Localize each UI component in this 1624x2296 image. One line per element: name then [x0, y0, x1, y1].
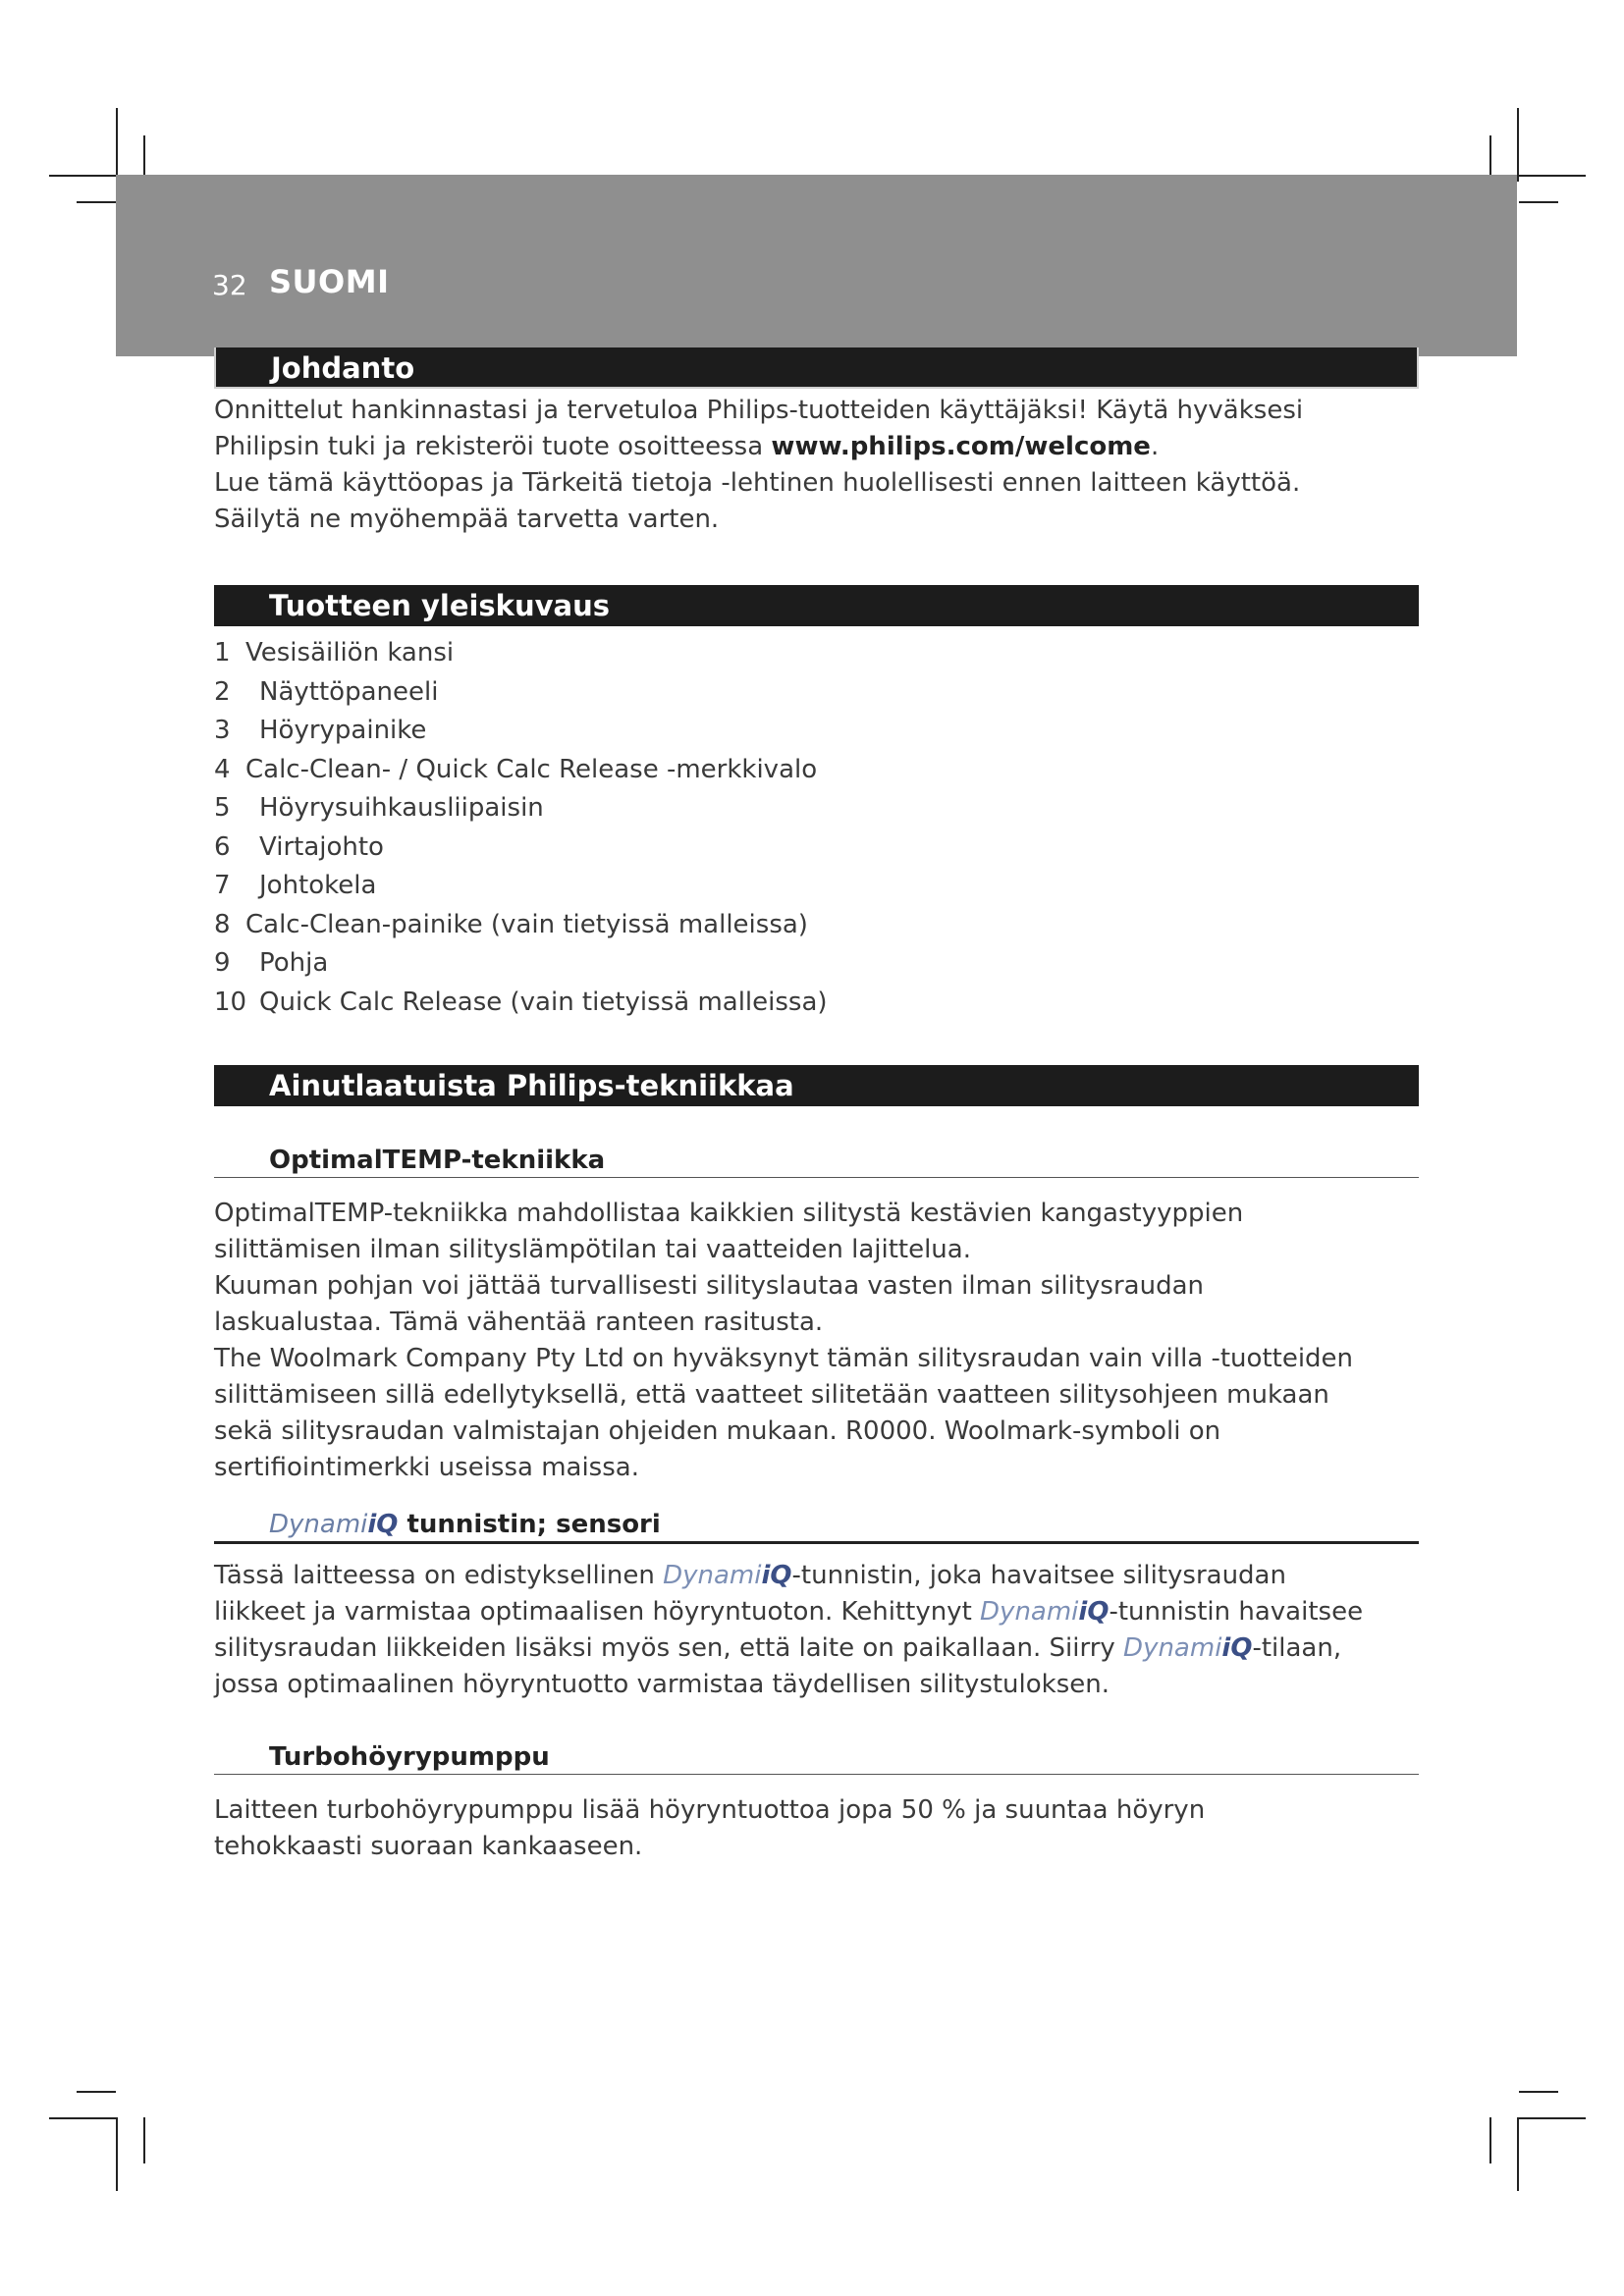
- text-line: [214, 1594, 1419, 1630]
- item-label: Näyttöpaneeli: [259, 676, 439, 707]
- list-item: [214, 751, 1419, 790]
- crop-mark: [1519, 2091, 1558, 2093]
- text-line: silittämiseen sillä edellytyksellä, että vaatteet silitetään vaatteen silitysohjeen mukaan: [214, 1380, 1329, 1410]
- item-label: Virtajohto: [259, 831, 384, 862]
- item-label: Höyrypainike: [259, 716, 427, 745]
- text-line: sekä silitysraudan valmistajan ohjeiden mukaan. R0000. Woolmark-symboli on: [214, 1416, 1221, 1446]
- intro-line: [214, 429, 1419, 465]
- list-item: [214, 712, 1419, 751]
- turbo-text: [214, 1792, 1419, 1865]
- subsection-title-turbo: Turbohöyrypumppu: [214, 1742, 1419, 1775]
- crop-mark: [143, 2117, 145, 2163]
- text-span: Tässä laitteessa on edistyksellinen: [214, 1561, 664, 1590]
- dynamiq-logo-text: Q: [1230, 1633, 1253, 1663]
- subsection-title-text: tunnistin; sensori: [398, 1510, 661, 1539]
- section-title-overview: Tuotteen yleiskuvaus: [214, 585, 1419, 626]
- dynamiq-logo-text: Dynami: [1123, 1633, 1222, 1663]
- optimaltemp-text: [214, 1196, 1419, 1486]
- intro-line-text: .: [1150, 432, 1160, 461]
- item-number: 2: [214, 676, 231, 707]
- text-line: OptimalTEMP-tekniikka mahdollistaa kaikkien silitystä kestävien kangastyyppien: [214, 1199, 1244, 1228]
- language-label: SUOMI: [269, 263, 390, 300]
- dynamiq-logo-text: i: [761, 1561, 771, 1590]
- item-label: Höyrysuihkausliipaisin: [259, 793, 544, 823]
- crop-mark: [1519, 201, 1558, 203]
- list-item: [214, 984, 1419, 1023]
- list-item: [214, 789, 1419, 828]
- dynamiq-logo-text: Dynami: [663, 1561, 762, 1590]
- crop-mark: [1519, 2117, 1586, 2119]
- crop-mark: [77, 201, 116, 203]
- crop-mark: [1489, 2117, 1491, 2163]
- crop-mark: [77, 2091, 116, 2093]
- crop-mark: [49, 2117, 116, 2119]
- dynamiq-logo: [1123, 1633, 1252, 1663]
- item-number: 4: [214, 754, 231, 784]
- text-line: The Woolmark Company Pty Ltd on hyväksynyt tämän silitysraudan vain villa -tuotteiden: [214, 1344, 1354, 1373]
- text-span: liikkeet ja varmistaa optimaalisen höyryntuoton. Kehittynyt: [214, 1597, 981, 1627]
- intro-line: Lue tämä käyttöopas ja Tärkeitä tietoja -lehtinen huolellisesti ennen laitteen käyttöä.: [214, 468, 1301, 498]
- list-item: [214, 906, 1419, 945]
- list-item: [214, 634, 1419, 673]
- item-number: 7: [214, 871, 231, 900]
- dynamiq-logo-text: i: [367, 1510, 377, 1539]
- item-number: 5: [214, 793, 231, 823]
- dynamiq-logo-text: Q: [770, 1561, 792, 1590]
- text-line: jossa optimaalinen höyryntuotto varmistaa täydellisen silitystuloksen.: [214, 1670, 1110, 1699]
- text-span: -tunnistin, joka havaitsee silitysraudan: [791, 1561, 1286, 1590]
- item-number: 8: [214, 909, 231, 939]
- dynamiq-logo: [980, 1597, 1109, 1627]
- dynamiq-logo-text: Dynami: [269, 1510, 368, 1539]
- crop-mark: [1519, 175, 1586, 177]
- welcome-link[interactable]: www.philips.com/welcome: [771, 432, 1151, 461]
- list-item: [214, 828, 1419, 868]
- crop-mark: [1517, 108, 1519, 182]
- text-span: -tunnistin havaitsee: [1109, 1597, 1364, 1627]
- page-content: [214, 347, 1419, 1865]
- dynamiq-logo-text: Q: [376, 1510, 399, 1539]
- crop-mark: [49, 175, 116, 177]
- crop-mark: [116, 108, 118, 182]
- text-span: -tilaan,: [1252, 1633, 1342, 1663]
- intro-line: Onnittelut hankinnastasi ja tervetuloa Philips-tuotteiden käyttäjäksi! Käytä hyväksesi: [214, 396, 1304, 425]
- list-item: [214, 867, 1419, 906]
- item-label: Calc-Clean- / Quick Calc Release -merkkivalo: [245, 754, 818, 784]
- item-number: 6: [214, 831, 231, 862]
- item-label: Johtokela: [259, 871, 377, 900]
- subsection-title-dynamiq: [214, 1510, 1419, 1544]
- intro-line-text: Philipsin tuki ja rekisteröi tuote osoitteessa: [214, 432, 772, 461]
- dynamiq-logo-text: i: [1078, 1597, 1088, 1627]
- item-label: Pohja: [259, 948, 329, 978]
- crop-mark: [1517, 2117, 1519, 2191]
- intro-text: [214, 393, 1419, 538]
- item-label: Quick Calc Release (vain tietyissä malleissa): [259, 987, 828, 1017]
- item-label: Calc-Clean-painike (vain tietyissä malleissa): [245, 909, 808, 939]
- subsection-title-optimaltemp: OptimalTEMP-tekniikka: [214, 1146, 1419, 1178]
- item-number: 9: [214, 948, 231, 978]
- text-span: silitysraudan liikkeiden lisäksi myös sen, että laite on paikallaan. Siirry: [214, 1633, 1124, 1663]
- list-item: [214, 944, 1419, 984]
- text-line: Laitteen turbohöyrypumppu lisää höyryntuottoa jopa 50 % ja suuntaa höyryn: [214, 1795, 1206, 1825]
- dynamiq-text: [214, 1558, 1419, 1703]
- intro-line: Säilytä ne myöhempää tarvetta varten.: [214, 505, 720, 534]
- text-line: [214, 1558, 1419, 1594]
- section-title-technology: Ainutlaatuista Philips-tekniikkaa: [214, 1065, 1419, 1106]
- dynamiq-logo-text: i: [1221, 1633, 1231, 1663]
- crop-mark: [116, 2117, 118, 2191]
- text-line: silittämisen ilman silityslämpötilan tai vaatteiden lajittelua.: [214, 1235, 971, 1264]
- text-line: sertifiointimerkki useissa maissa.: [214, 1453, 639, 1482]
- text-line: Kuuman pohjan voi jättää turvallisesti silityslautaa vasten ilman silitysraudan: [214, 1271, 1204, 1301]
- page-number: 32: [212, 269, 247, 301]
- item-number: 3: [214, 716, 231, 745]
- list-item: [214, 673, 1419, 713]
- item-number: 1: [214, 638, 231, 667]
- dynamiq-logo-text: Q: [1087, 1597, 1110, 1627]
- item-label: Vesisäiliön kansi: [245, 638, 455, 667]
- parts-list: [214, 634, 1419, 1022]
- text-line: [214, 1630, 1419, 1667]
- section-title-intro: Johdanto: [214, 347, 1419, 389]
- dynamiq-logo: [663, 1561, 791, 1590]
- text-line: laskualustaa. Tämä vähentää ranteen rasitusta.: [214, 1308, 824, 1337]
- dynamiq-logo: [269, 1510, 398, 1539]
- text-line: tehokkaasti suoraan kankaaseen.: [214, 1832, 643, 1861]
- item-number: 10: [214, 987, 247, 1017]
- dynamiq-logo-text: Dynami: [980, 1597, 1079, 1627]
